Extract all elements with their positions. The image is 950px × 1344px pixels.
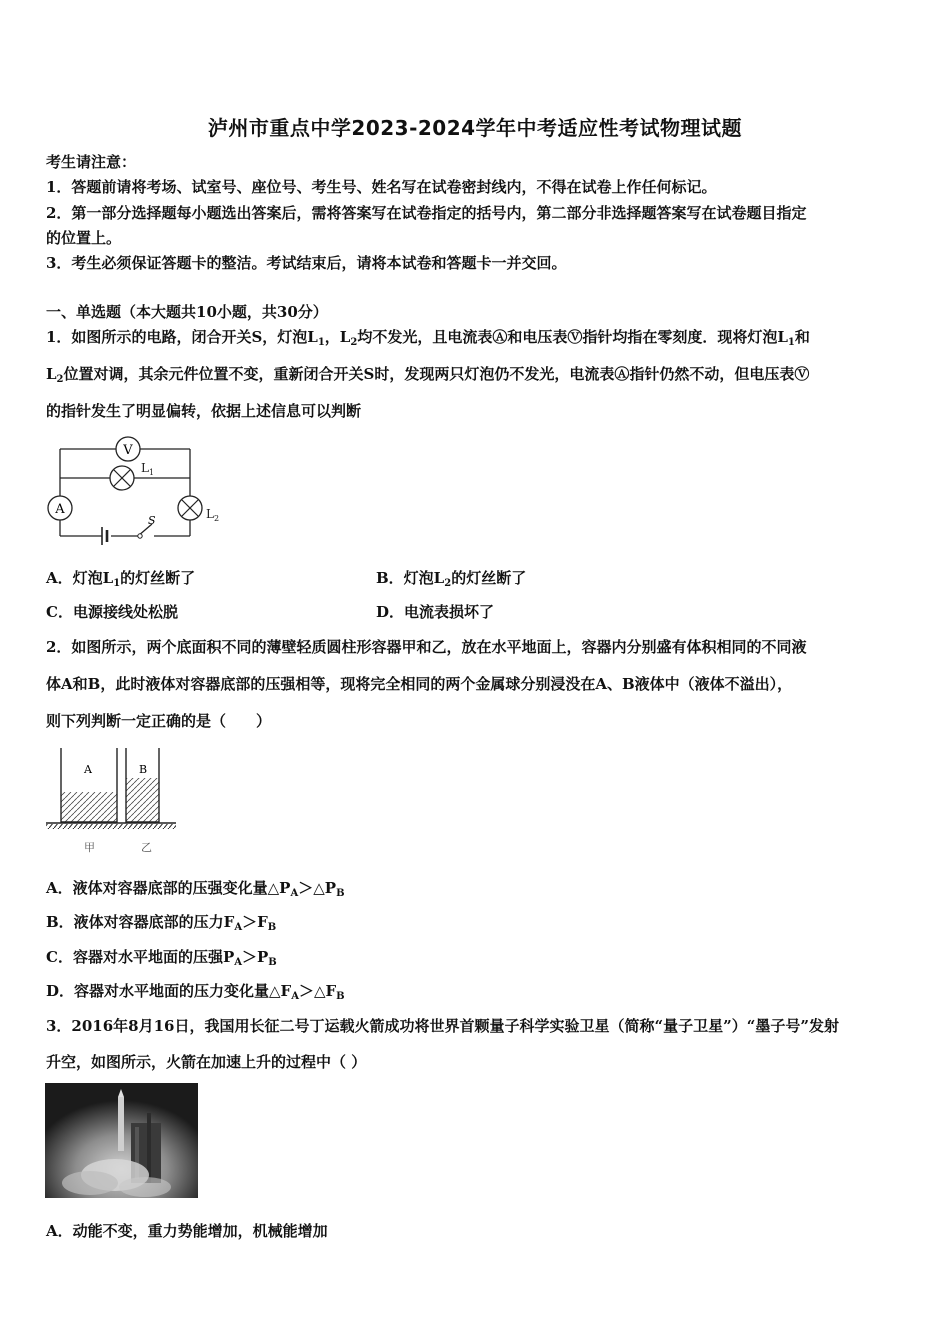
container-b-label: B xyxy=(139,763,148,776)
svg-text:L1: $L_1$ xyxy=(141,461,155,477)
page-title: 泸州市重点中学2023-2024学年中考适应性考试物理试题 xyxy=(207,116,743,140)
section-heading: 一、单选题（本大题共10小题，共30分） xyxy=(46,303,328,321)
q2-line-3: 则下列判断一定正确的是（ ） xyxy=(46,712,272,730)
notice-item-3: 3．考生必须保证答题卡的整洁。考试结束后，请将本试卷和答题卡一并交回。 xyxy=(46,254,567,272)
q2-option-d: D．容器对水平地面的压力变化量$\triangle F_A>\triangle F_B$ xyxy=(46,982,345,1002)
q1-option-c: C．电源接线处松脱 xyxy=(46,603,178,621)
q1-line-2: $L_2$位置对调，其余元件位置不变，重新闭合开关S时，发现两只灯泡仍不发光，电流表Ⓐ指针仍然不动，但电压表Ⓥ xyxy=(46,365,810,385)
q2-option-b: B．液体对容器底部的压力$F_A>F_B$ xyxy=(46,913,277,933)
q2-line-2: 体A和B，此时液体对容器底部的压强相等，现将完全相同的两个金属球分别浸没在A、B液体中（液体不溢出）， xyxy=(46,675,793,693)
container-a-label: A xyxy=(84,763,92,776)
liquid-b xyxy=(126,778,159,822)
l1-label: L xyxy=(141,461,149,475)
q2-option-a: A．液体对容器底部的压强变化量$\triangle P_A>\triangle P_B$ xyxy=(46,879,345,899)
container-jia-label: 甲 xyxy=(84,841,95,854)
q3-line-2: 升空，如图所示，火箭在加速上升的过程中（ ） xyxy=(46,1053,367,1071)
svg-text:L2: $L_2$ xyxy=(206,507,220,523)
liquid-a xyxy=(61,792,117,822)
q1-line-3: 的指针发生了明显偏转，依据上述信息可以判断 xyxy=(46,402,362,420)
notice-item-2: 2．第一部分选择题每小题选出答案后，需将答案写在试卷指定的括号内，第二部分非选择题答案写在试卷题目指定 xyxy=(46,204,807,222)
q3-line-1: 3．2016年8月16日，我国用长征二号丁运载火箭成功将世界首颗量子科学实验卫星（简称“量子卫星”）“墨子号”发射 xyxy=(46,1017,840,1035)
q1-option-a: A．灯泡$L_1$的灯丝断了 xyxy=(46,569,196,589)
rocket-icon xyxy=(118,1097,124,1151)
q1-circuit-diagram xyxy=(44,432,234,552)
notice-heading: 考生请注意： xyxy=(46,153,137,171)
notice-item-2-cont: 的位置上。 xyxy=(46,229,122,247)
l2-label: L xyxy=(206,507,214,521)
q2-line-1: 2．如图所示，两个底面积不同的薄壁轻质圆柱形容器甲和乙，放在水平地面上，容器内分别盛有体积相同的不同液 xyxy=(46,638,807,656)
q1-option-b: B．灯泡$L_2$的灯丝断了 xyxy=(376,569,527,589)
ammeter-label: A xyxy=(55,502,65,517)
switch-icon xyxy=(138,534,142,538)
q1-option-d: D．电流表损坏了 xyxy=(376,603,495,621)
switch-label: S xyxy=(148,514,156,527)
q2-option-c: C．容器对水平地面的压强$P_A>P_B$ xyxy=(46,948,277,968)
notice-item-1: 1．答题前请将考场、试室号、座位号、考生号、姓名写在试卷密封线内，不得在试卷上作任何标记。 xyxy=(46,178,717,196)
container-yi-label: 乙 xyxy=(141,841,152,854)
voltmeter-label: V xyxy=(123,443,133,458)
q3-option-a: A．动能不变，重力势能增加，机械能增加 xyxy=(46,1222,328,1240)
q1-line-1: 1．如图所示的电路，闭合开关S，灯泡$L_1$，$L_2$均不发光，且电流表Ⓐ和电压表Ⓥ指针均指在零刻度．现将灯泡$L_1$和 xyxy=(46,328,810,348)
q2-containers-diagram xyxy=(44,744,184,856)
q3-rocket-photo xyxy=(45,1083,198,1198)
